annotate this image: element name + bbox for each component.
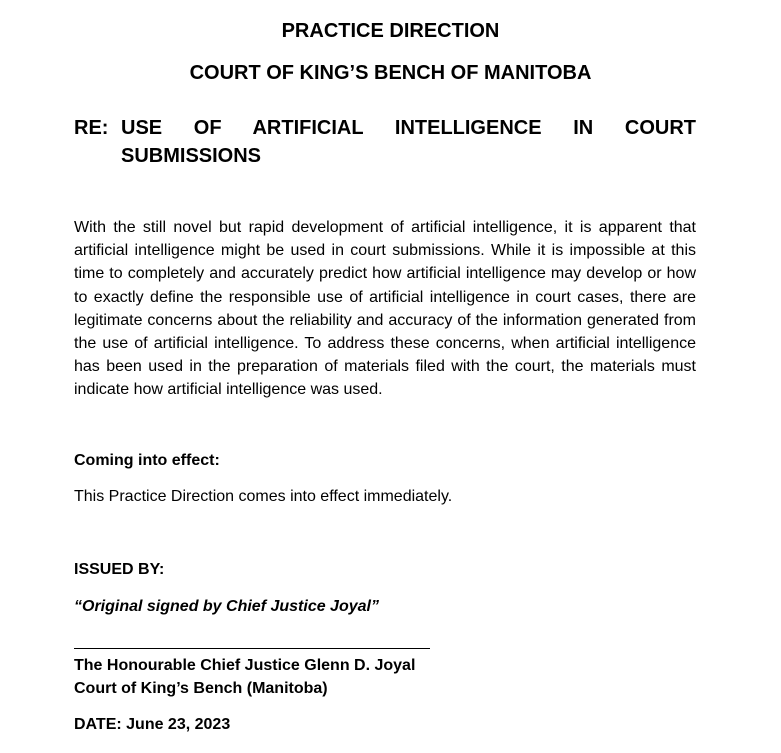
signature-line bbox=[74, 648, 430, 649]
re-subject-line2: SUBMISSIONS bbox=[121, 145, 262, 167]
effect-text: This Practice Direction comes into effect immediately. bbox=[74, 488, 453, 505]
re-subject-line1: USE OF ARTIFICIAL INTELLIGENCE IN COURT bbox=[121, 117, 696, 139]
issue-date: DATE: June 23, 2023 bbox=[74, 716, 231, 733]
re-label: RE: bbox=[74, 117, 109, 139]
court-name: COURT OF KING’S BENCH OF MANITOBA bbox=[189, 62, 592, 84]
signed-note: “Original signed by Chief Justice Joyal” bbox=[74, 598, 379, 615]
issued-by-heading: ISSUED BY: bbox=[74, 561, 165, 578]
signatory-name: The Honourable Chief Justice Glenn D. Joyal bbox=[74, 657, 416, 674]
re-subject-text bbox=[121, 114, 696, 170]
effect-heading: Coming into effect: bbox=[74, 452, 220, 469]
document-title: PRACTICE DIRECTION bbox=[281, 20, 500, 42]
signatory-court: Court of King’s Bench (Manitoba) bbox=[74, 680, 328, 697]
body-paragraph: With the still novel but rapid development of artificial intelligence, it is apparent that artificial intelligence might be used in court submissions. While it is impossible at this time to completely and accurately predict how artificial intelligence may develop or how to exactly define the responsible use of artificial intelligence in court cases, there are legitimate concerns about the reliability and accuracy of the information generated from the use of artificial intelligence. To address these concerns, when artificial intelligence has been used in the preparation of materials filed with the court, the materials must indicate how artificial intelligence was used. bbox=[74, 219, 696, 399]
